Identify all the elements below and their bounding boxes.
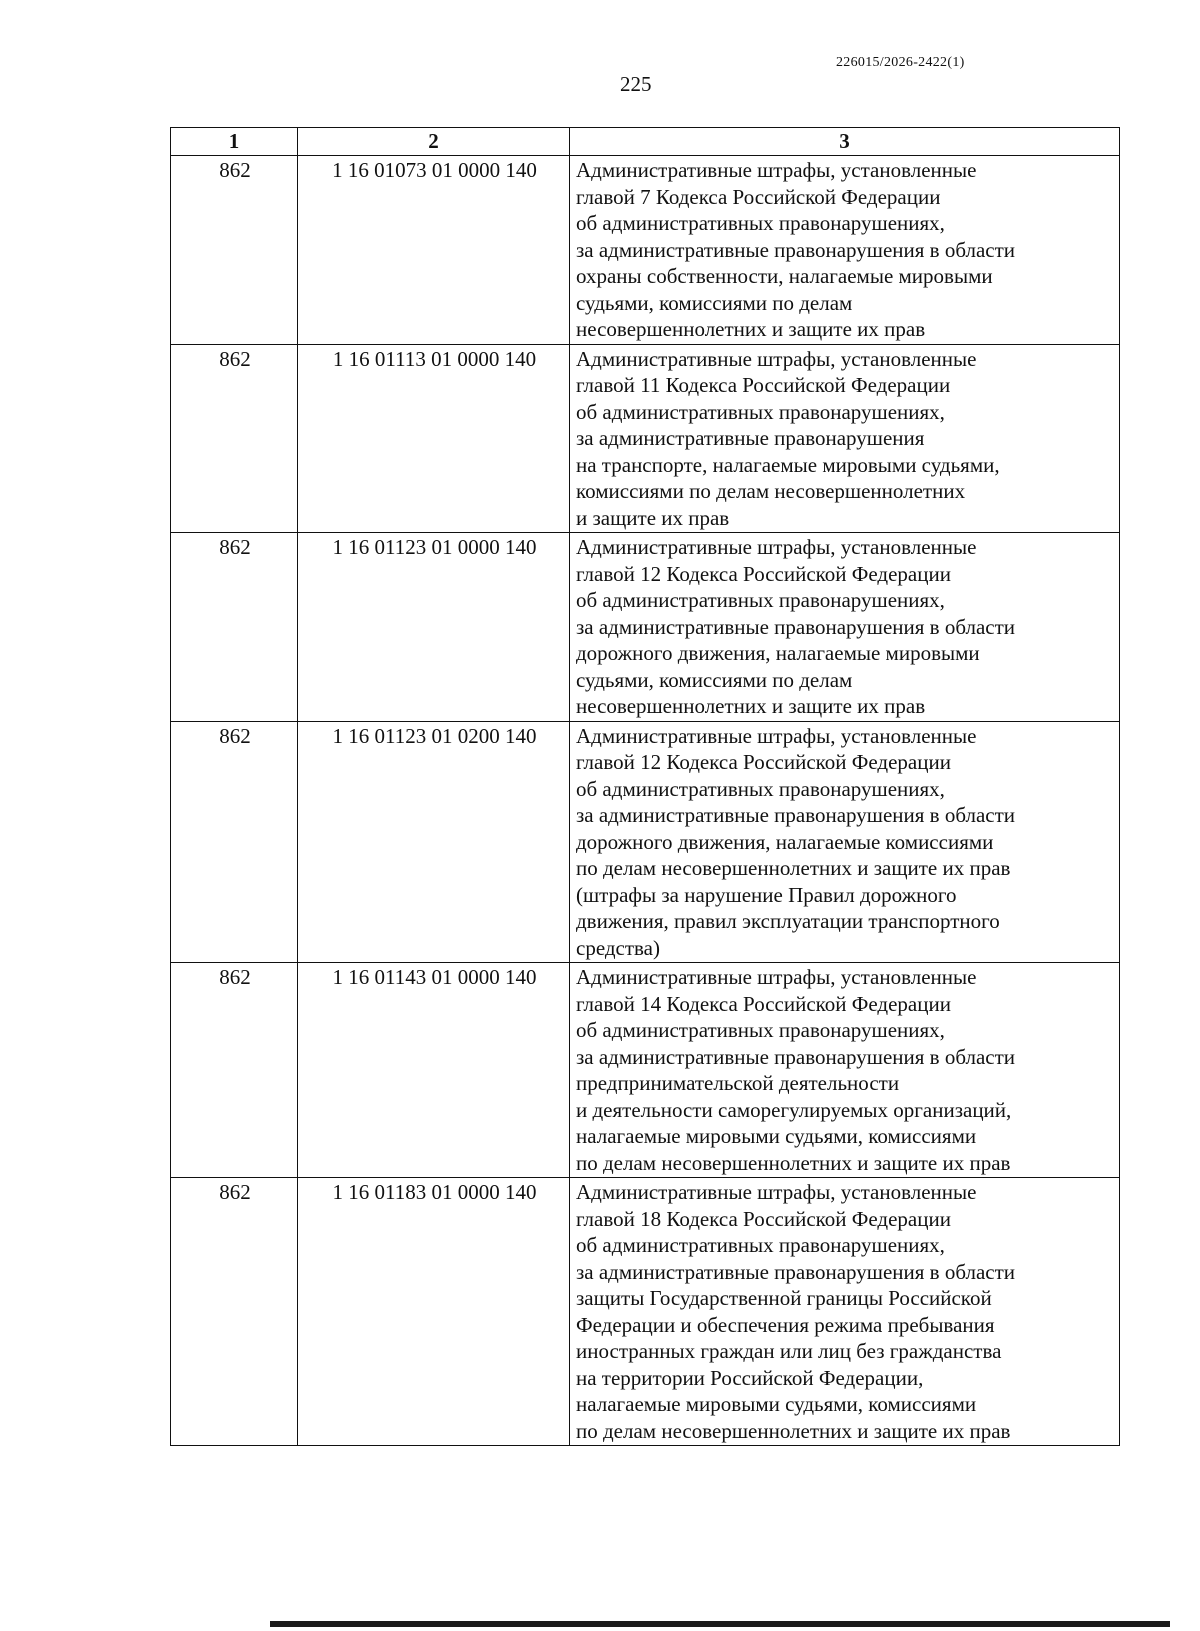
description-line: об административных правонарушениях, [576,399,945,424]
description-line: главой 12 Кодекса Российской Федерации [576,561,951,586]
kbk-code-cell: 1 16 01143 01 0000 140 [298,963,570,1178]
admin-code-cell: 862 [171,533,298,722]
description-line: предпринимательской деятельности [576,1071,900,1095]
description-cell [570,1178,1120,1446]
description-line: средства) [576,935,660,960]
description-line: об административных правонарушениях, [576,588,945,612]
description-line: Административные штрафы, установленные [576,1180,977,1204]
document-id: 226015/2026-2422(1) [836,55,965,70]
description-line: и защите их прав [576,505,730,530]
description-line: главой 7 Кодекса Российской Федерации [576,184,941,209]
description-line: об административных правонарушениях, [576,776,945,801]
description-line: Административные штрафы, установленные [576,158,977,182]
description-line: по делам несовершеннолетних и защите их прав [576,1150,1011,1175]
description-line: иностранных граждан или лиц без гражданства [576,1339,1002,1363]
table-row [171,721,1120,963]
description-line: об административных правонарушениях, [576,211,945,235]
description-line: судьями, комиссиями по делам [576,667,853,692]
admin-code-cell: 862 [171,344,298,533]
description-line: Административные штрафы, установленные [576,535,977,559]
description-line: главой 11 Кодекса Российской Федерации [576,373,951,397]
description-cell [570,344,1120,533]
description-line: по делам несовершеннолетних и защите их прав [576,1418,1011,1443]
table-row [171,344,1120,533]
description-line: дорожного движения, налагаемые мировыми [576,641,980,665]
description-line: несовершеннолетних и защите их прав [576,694,926,718]
column-header-1: 1 [171,128,298,156]
description-line: главой 12 Кодекса Российской Федерации [576,750,951,774]
description-line: комиссиями по делам несовершеннолетних [576,479,966,503]
kbk-code-cell: 1 16 01113 01 0000 140 [298,344,570,533]
description-line: об административных правонарушениях, [576,1233,945,1257]
table-header-row [171,128,1120,156]
kbk-code-cell: 1 16 01123 01 0200 140 [298,721,570,963]
table-row [171,1178,1120,1446]
description-line: защиты Государственной границы Российской [576,1286,992,1310]
description-cell [570,963,1120,1178]
description-line: (штрафы за нарушение Правил дорожного [576,882,957,907]
description-line: за административные правонарушения в области [576,1044,1016,1069]
description-line: охраны собственности, налагаемые мировыми [576,264,993,288]
description-line: судьями, комиссиями по делам [576,290,853,315]
description-line: главой 18 Кодекса Российской Федерации [576,1206,951,1231]
table-row [171,156,1120,345]
description-line: за административные правонарушения [576,426,925,450]
table-row [171,963,1120,1178]
admin-code-cell: 862 [171,963,298,1178]
description-cell [570,533,1120,722]
description-line: дорожного движения, налагаемые комиссиями [576,829,994,854]
page-number: 225 [620,72,652,96]
description-line: на территории Российской Федерации, [576,1365,924,1390]
kbk-code-cell: 1 16 01183 01 0000 140 [298,1178,570,1446]
admin-code-cell: 862 [171,721,298,963]
scan-edge-line [270,1621,1170,1627]
description-line: за административные правонарушения в области [576,1259,1016,1284]
description-line: Административные штрафы, установленные [576,965,977,989]
description-line: по делам несовершеннолетних и защите их прав [576,856,1011,880]
description-line: за административные правонарушения в области [576,237,1016,262]
budget-codes-table [170,127,1120,1446]
column-header-3: 3 [570,128,1120,156]
description-line: налагаемые мировыми судьями, комиссиями [576,1392,977,1416]
column-header-2: 2 [298,128,570,156]
description-cell [570,721,1120,963]
table-row [171,533,1120,722]
description-line: главой 14 Кодекса Российской Федерации [576,991,951,1016]
description-line: Федерации и обеспечения режима пребывания [576,1312,995,1337]
kbk-code-cell: 1 16 01073 01 0000 140 [298,156,570,345]
description-line: Административные штрафы, установленные [576,346,977,371]
admin-code-cell: 862 [171,1178,298,1446]
description-line: несовершеннолетних и защите их прав [576,317,926,341]
kbk-code-cell: 1 16 01123 01 0000 140 [298,533,570,722]
description-line: Административные штрафы, установленные [576,723,977,748]
admin-code-cell: 862 [171,156,298,345]
description-line: движения, правил эксплуатации транспортного [576,909,1000,933]
description-line: налагаемые мировыми судьями, комиссиями [576,1124,977,1148]
description-line: за административные правонарушения в области [576,614,1016,639]
description-line: об административных правонарушениях, [576,1018,945,1042]
description-line: и деятельности саморегулируемых организаций, [576,1097,1012,1122]
description-line: на транспорте, налагаемые мировыми судьями, [576,452,1000,477]
description-cell [570,156,1120,345]
description-line: за административные правонарушения в области [576,803,1016,827]
